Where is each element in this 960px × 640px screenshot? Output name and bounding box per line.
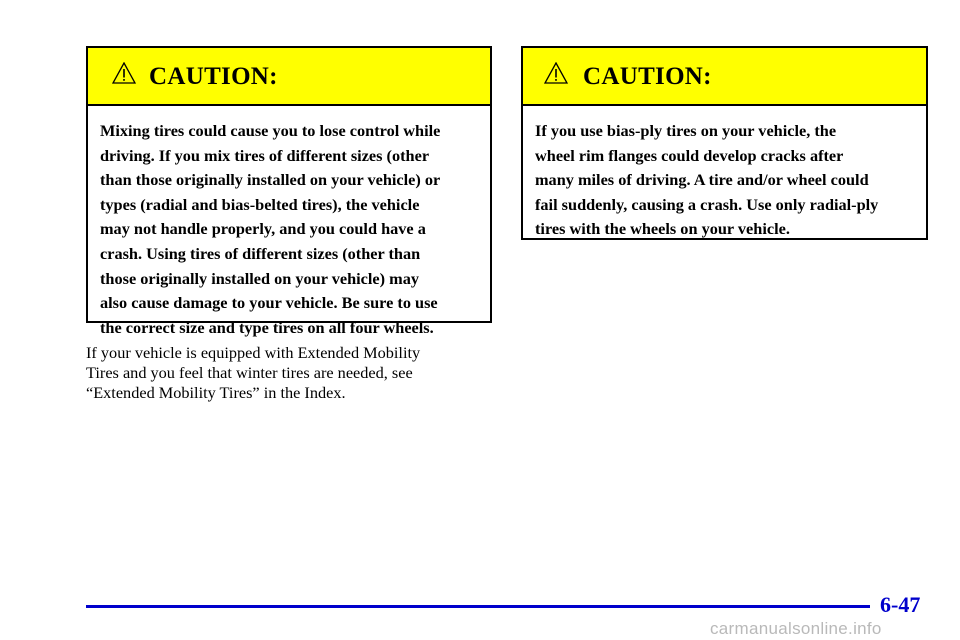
footer-rule [86, 605, 870, 608]
caution-line: Mixing tires could cause you to lose control while [100, 121, 441, 140]
body-paragraph [86, 343, 486, 403]
caution-line: wheel rim flanges could develop cracks after [535, 145, 844, 165]
caution-box-bias-ply-tires [521, 46, 928, 240]
caution-line: tires with the wheels on your vehicle. [535, 219, 790, 239]
page-number: 6-47 [880, 592, 921, 617]
caution-line: driving. If you mix tires of different sizes (other [100, 145, 430, 165]
caution-line: may not handle properly, and you could have a [100, 219, 426, 239]
caution-text [88, 106, 490, 340]
caution-line: types (radial and bias-belted tires), the vehicle [100, 194, 420, 214]
caution-line: also cause damage to your vehicle. Be sure to use [100, 293, 438, 313]
caution-title: CAUTION: [583, 63, 712, 90]
caution-header [523, 48, 926, 106]
caution-line: fail suddenly, causing a crash. Use only radial-ply [535, 194, 879, 214]
watermark: carmanualsonline.info [710, 619, 882, 638]
body-line: If your vehicle is equipped with Extended Mobility [86, 343, 421, 362]
caution-box-mixing-tires [86, 46, 492, 337]
caution-line: those originally installed on your vehicle) may [100, 268, 419, 288]
caution-line: many miles of driving. A tire and/or wheel could [535, 170, 869, 190]
caution-line: the correct size and type tires on all four wheels. [100, 317, 434, 337]
warning-triangle-icon [112, 62, 136, 84]
warning-triangle-icon [544, 62, 568, 84]
caution-line: If you use bias-ply tires on your vehicle, the [535, 121, 837, 140]
caution-header [88, 48, 490, 106]
body-line: Tires and you feel that winter tires are needed, see [86, 363, 413, 382]
caution-text [523, 106, 926, 242]
caution-line: than those originally installed on your vehicle) or [100, 170, 441, 190]
body-line: “Extended Mobility Tires” in the Index. [86, 383, 346, 402]
caution-line: crash. Using tires of different sizes (other than [100, 243, 421, 263]
caution-title: CAUTION: [149, 63, 278, 90]
